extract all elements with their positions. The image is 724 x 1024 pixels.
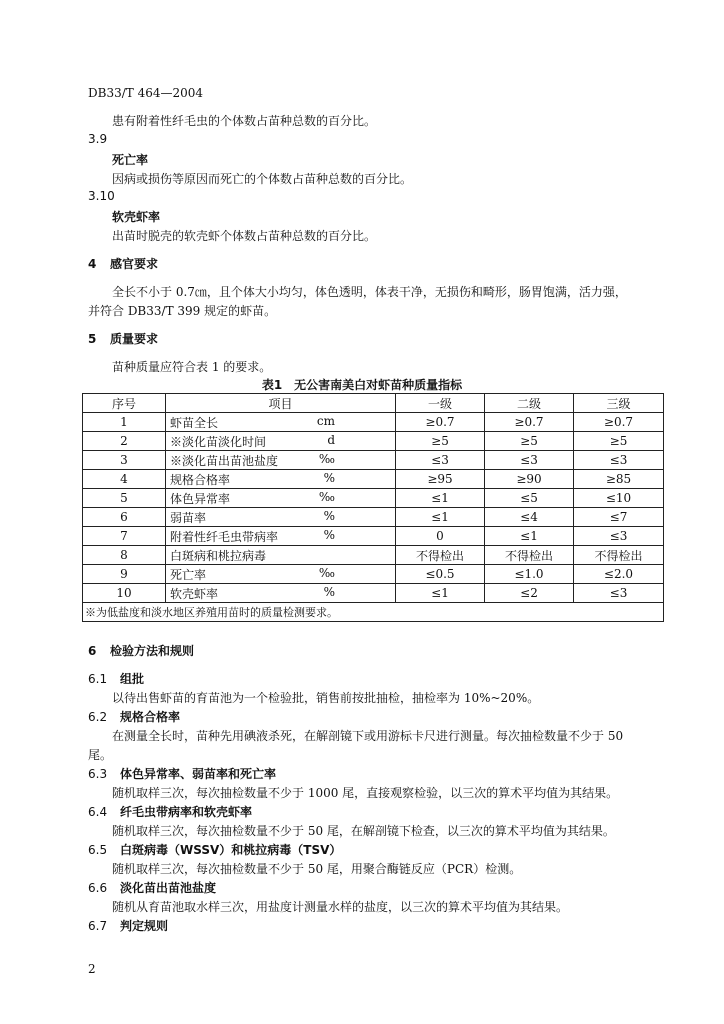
row-item-label: 虾苗全长	[170, 415, 219, 430]
row-grade-1: 不得检出	[396, 546, 485, 565]
section-5-text: 苗种质量应符合表 1 的要求。	[112, 360, 272, 374]
row-grade-2: ≤5	[485, 489, 574, 508]
subsection-6-4-heading	[88, 803, 252, 820]
row-seq: 3	[83, 451, 166, 470]
row-grade-1: ≤1	[396, 508, 485, 527]
row-grade-3: ≤3	[574, 527, 664, 546]
row-grade-3: ≥5	[574, 432, 664, 451]
subsection-6-4-title: 纤毛虫带病率和软壳虾率	[120, 805, 253, 819]
table-row	[83, 470, 664, 489]
definition-number-3-9: 3.9	[88, 132, 108, 146]
row-grade-2: ≥0.7	[485, 413, 574, 432]
subsection-6-1-title: 组批	[120, 672, 145, 686]
row-unit: %	[323, 584, 335, 599]
row-item	[166, 432, 396, 451]
row-item-label: 附着性纤毛虫带病率	[170, 529, 279, 544]
row-seq: 8	[83, 546, 166, 565]
subsection-6-1-number: 6.1	[88, 672, 108, 686]
row-unit: %	[323, 508, 335, 523]
row-item-label: 弱苗率	[170, 510, 207, 525]
row-grade-3: ≥85	[574, 470, 664, 489]
table-caption: 表1 无公害南美白对虾苗种质量指标	[261, 378, 463, 392]
row-item-label: 死亡率	[170, 567, 207, 582]
row-unit: ‰	[318, 565, 335, 580]
subsection-6-6-title: 淡化苗出苗池盐度	[120, 881, 217, 895]
row-unit: %	[323, 527, 335, 542]
row-item-label: 规格合格率	[170, 472, 231, 487]
row-seq: 7	[83, 527, 166, 546]
table-row	[83, 584, 664, 603]
row-seq: 9	[83, 565, 166, 584]
row-grade-2: ≤2	[485, 584, 574, 603]
row-seq: 10	[83, 584, 166, 603]
subsection-6-2-heading	[88, 708, 180, 725]
section-4-text-line-2: 并符合 DB33/T 399 规定的虾苗。	[88, 304, 277, 318]
row-item-label: ※淡化苗出苗池盐度	[170, 453, 279, 468]
row-grade-1: ≤1	[396, 584, 485, 603]
row-grade-3: ≤3	[574, 584, 664, 603]
section-4-text-line-1: 全长不小于 0.7㎝，且个体大小均匀，体色透明，体表干净，无损伤和畸形，肠胃饱满，活力强，	[112, 285, 627, 299]
row-item	[166, 584, 396, 603]
subsection-6-2-text-line-2: 尾。	[88, 748, 113, 762]
row-item-label: 软壳虾率	[170, 586, 219, 601]
definition-term-soft-shell: 软壳虾率	[112, 210, 161, 224]
subsection-6-2-number: 6.2	[88, 710, 108, 724]
subsection-6-6-number: 6.6	[88, 881, 108, 895]
section-4-heading	[88, 255, 158, 272]
header-grade-3: 三级	[574, 394, 664, 413]
row-grade-3: ≤3	[574, 451, 664, 470]
row-seq: 6	[83, 508, 166, 527]
subsection-6-7-number: 6.7	[88, 919, 108, 933]
table-row	[83, 527, 664, 546]
section-6-heading	[88, 642, 194, 659]
section-6-number: 6	[88, 644, 97, 658]
definition-term-mortality: 死亡率	[112, 153, 149, 167]
subsection-6-7-title: 判定规则	[120, 919, 169, 933]
subsection-6-3-heading	[88, 765, 276, 782]
row-unit: ‰	[318, 451, 335, 466]
subsection-6-4-text: 随机取样三次，每次抽检数量不少于 50 尾，在解剖镜下检查，以三次的算术平均值为其结果。	[112, 824, 615, 838]
subsection-6-6-text: 随机从育苗池取水样三次，用盐度计测量水样的盐度，以三次的算术平均值为其结果。	[112, 900, 569, 914]
row-grade-1: ≥5	[396, 432, 485, 451]
section-5-heading	[88, 330, 158, 347]
section-4-number: 4	[88, 257, 97, 271]
row-item	[166, 527, 396, 546]
row-grade-1: ≤3	[396, 451, 485, 470]
row-item	[166, 451, 396, 470]
header-grade-1: 一级	[396, 394, 485, 413]
quality-table	[82, 393, 664, 622]
subsection-6-2-text-line-1: 在测量全长时，苗种先用碘液杀死，在解剖镜下或用游标卡尺进行测量。每次抽检数量不少于 50	[112, 729, 624, 743]
row-unit: cm	[316, 413, 335, 428]
row-unit: d	[327, 432, 335, 447]
row-grade-2: ≤1.0	[485, 565, 574, 584]
subsection-6-4-number: 6.4	[88, 805, 108, 819]
row-seq: 2	[83, 432, 166, 451]
row-item	[166, 565, 396, 584]
row-item-label: ※淡化苗淡化时间	[170, 434, 267, 449]
section-4-title: 感官要求	[110, 257, 159, 271]
table-note: ※为低盐度和淡水地区养殖用苗时的质量检测要求。	[83, 603, 664, 622]
row-item	[166, 413, 396, 432]
row-item-label: 体色异常率	[170, 491, 231, 506]
table-row	[83, 565, 664, 584]
row-seq: 5	[83, 489, 166, 508]
row-seq: 4	[83, 470, 166, 489]
row-grade-1: 0	[396, 527, 485, 546]
row-item-label: 白斑病和桃拉病毒	[170, 548, 267, 563]
table-row	[83, 413, 664, 432]
row-unit: %	[323, 470, 335, 485]
subsection-6-3-number: 6.3	[88, 767, 108, 781]
subsection-6-1-text: 以待出售虾苗的育苗池为一个检验批，销售前按批抽检，抽检率为 10%~20%。	[112, 691, 540, 705]
row-grade-2: ≥5	[485, 432, 574, 451]
table-header-row	[83, 394, 664, 413]
table-row	[83, 451, 664, 470]
table-row	[83, 432, 664, 451]
row-item	[166, 470, 396, 489]
subsection-6-6-heading	[88, 879, 216, 896]
row-grade-2: ≥90	[485, 470, 574, 489]
subsection-6-3-title: 体色异常率、弱苗率和死亡率	[120, 767, 277, 781]
subsection-6-5-title: 白斑病毒（WSSV）和桃拉病毒（TSV）	[120, 843, 342, 857]
page-number: 2	[88, 962, 96, 976]
table-row	[83, 546, 664, 565]
row-grade-3: ≤2.0	[574, 565, 664, 584]
definition-number-3-10: 3.10	[88, 189, 115, 203]
row-grade-1: ≤0.5	[396, 565, 485, 584]
row-grade-1: ≥95	[396, 470, 485, 489]
row-grade-2: ≤1	[485, 527, 574, 546]
row-grade-3: ≥0.7	[574, 413, 664, 432]
subsection-6-5-number: 6.5	[88, 843, 108, 857]
section-5-title: 质量要求	[110, 332, 159, 346]
definition-continuation: 患有附着性纤毛虫的个体数占苗种总数的百分比。	[112, 114, 377, 128]
header-seq: 序号	[83, 394, 166, 413]
subsection-6-7-heading	[88, 917, 168, 934]
subsection-6-5-text: 随机取样三次，每次抽检数量不少于 50 尾，用聚合酶链反应（PCR）检测。	[112, 862, 522, 876]
row-grade-3: 不得检出	[574, 546, 664, 565]
row-grade-3: ≤7	[574, 508, 664, 527]
row-grade-3: ≤10	[574, 489, 664, 508]
row-grade-2: ≤4	[485, 508, 574, 527]
table-note-row	[83, 603, 664, 622]
header-grade-2: 二级	[485, 394, 574, 413]
definition-text-mortality: 因病或损伤等原因而死亡的个体数占苗种总数的百分比。	[112, 172, 413, 186]
row-grade-1: ≤1	[396, 489, 485, 508]
row-item	[166, 489, 396, 508]
definition-text-soft-shell: 出苗时脱壳的软壳虾个体数占苗种总数的百分比。	[112, 229, 377, 243]
document-code-header: DB33/T 464—2004	[88, 86, 204, 100]
table-row	[83, 508, 664, 527]
table-row	[83, 489, 664, 508]
row-grade-2: 不得检出	[485, 546, 574, 565]
row-item	[166, 546, 396, 565]
section-5-number: 5	[88, 332, 97, 346]
subsection-6-2-title: 规格合格率	[120, 710, 181, 724]
row-grade-1: ≥0.7	[396, 413, 485, 432]
subsection-6-3-text: 随机取样三次，每次抽检数量不少于 1000 尾，直接观察检验，以三次的算术平均值为其结果。	[112, 786, 619, 800]
row-unit: ‰	[318, 489, 335, 504]
row-item	[166, 508, 396, 527]
section-6-title: 检验方法和规则	[110, 644, 195, 658]
subsection-6-1-heading	[88, 670, 144, 687]
row-grade-2: ≤3	[485, 451, 574, 470]
subsection-6-5-heading	[88, 841, 341, 858]
row-seq: 1	[83, 413, 166, 432]
header-item: 项目	[166, 394, 396, 413]
